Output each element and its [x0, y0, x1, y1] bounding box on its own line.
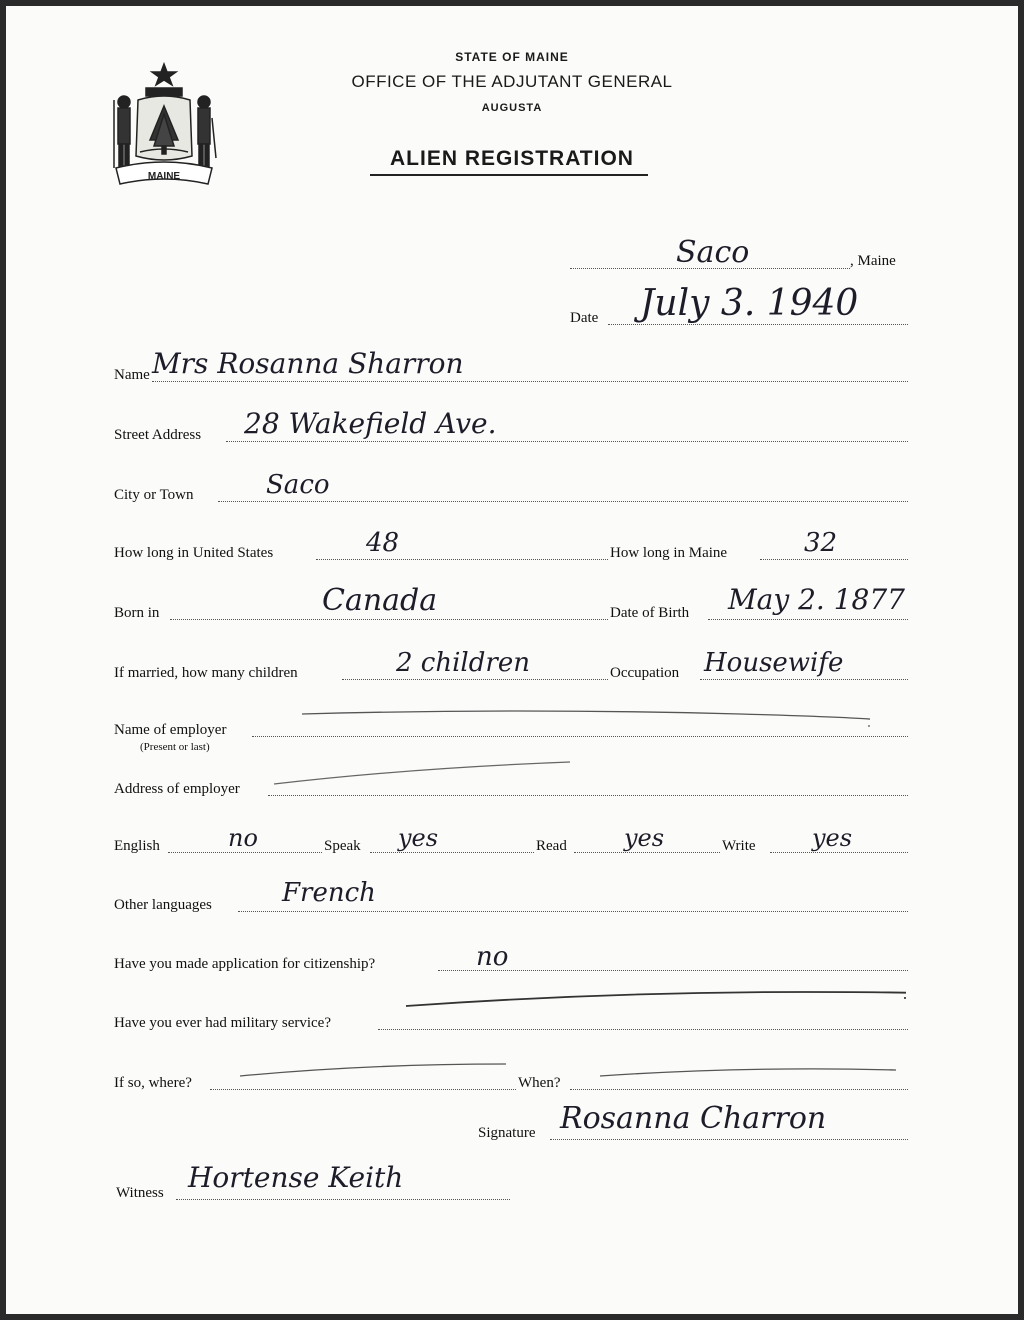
when-strikeout	[598, 1062, 898, 1082]
when-label: When?	[518, 1075, 561, 1091]
street-address-label: Street Address	[114, 427, 202, 443]
form-title: ALIEN REGISTRATION	[390, 147, 634, 170]
signature-label: Signature	[478, 1125, 536, 1141]
date-of-birth-value: May 2. 1877	[728, 583, 905, 616]
when-line	[570, 1089, 908, 1090]
name-value: Mrs Rosanna Sharron	[152, 347, 464, 380]
header-state: STATE OF MAINE	[455, 50, 569, 64]
read-value: yes	[624, 824, 665, 852]
street-address-value: 28 Wakefield Ave.	[244, 407, 497, 440]
employer-name-label: Name of employer	[114, 722, 227, 738]
name-line	[152, 381, 908, 382]
born-in-line	[170, 619, 608, 620]
city-value: Saco	[266, 470, 330, 500]
occupation-value: Housewife	[704, 648, 844, 678]
read-line	[574, 852, 720, 853]
occupation-line	[700, 679, 908, 680]
street-address-line	[226, 441, 908, 442]
signature-line	[550, 1139, 908, 1140]
born-in-value: Canada	[322, 583, 438, 618]
employer-address-label: Address of employer	[114, 781, 240, 797]
how-long-maine-label: How long in Maine	[610, 545, 728, 561]
witness-value: Hortense Keith	[188, 1161, 404, 1194]
date-label: Date	[570, 310, 599, 326]
children-value: 2 children	[396, 648, 530, 678]
how-long-us-line	[316, 559, 608, 560]
other-languages-line	[238, 911, 908, 912]
employer-note-label: (Present or last)	[140, 741, 210, 753]
military-strikeout	[404, 986, 906, 1010]
date-of-birth-label: Date of Birth	[610, 605, 690, 621]
date-of-birth-line	[708, 619, 908, 620]
speak-line	[370, 852, 534, 853]
witness-line	[176, 1199, 510, 1200]
write-label: Write	[722, 838, 756, 854]
citizenship-value: no	[476, 942, 509, 972]
write-value: yes	[812, 824, 853, 852]
witness-label: Witness	[116, 1185, 164, 1201]
military-label: Have you ever had military service?	[114, 1015, 331, 1031]
header-city: AUGUSTA	[481, 102, 543, 114]
city-line	[218, 501, 908, 502]
header-office: OFFICE OF THE ADJUTANT GENERAL	[351, 72, 673, 91]
seal-banner-text: MAINE	[147, 171, 181, 182]
children-label: If married, how many children	[114, 665, 298, 681]
speak-label: Speak	[324, 838, 361, 854]
employer-name-strikeout	[300, 704, 870, 728]
date-value: July 3. 1940	[640, 283, 859, 324]
other-languages-value: French	[282, 878, 376, 908]
occupation-label: Occupation	[610, 665, 680, 681]
military-line	[378, 1029, 908, 1030]
citizenship-line	[438, 970, 908, 971]
how-long-maine-line	[760, 559, 908, 560]
children-line	[342, 679, 608, 680]
english-value: no	[228, 824, 258, 852]
city-label: City or Town	[114, 487, 194, 503]
employer-address-strikeout	[272, 758, 572, 788]
english-line	[168, 852, 322, 853]
born-in-label: Born in	[114, 605, 160, 621]
signature-value: Rosanna Charron	[560, 1101, 827, 1136]
employer-address-line	[268, 795, 908, 796]
how-long-maine-value: 32	[804, 528, 838, 558]
read-label: Read	[536, 838, 567, 854]
town-value: Saco	[676, 235, 750, 270]
employer-name-line	[252, 736, 908, 737]
if-so-where-label: If so, where?	[114, 1075, 192, 1091]
english-label: English	[114, 838, 160, 854]
speak-value: yes	[398, 824, 439, 852]
how-long-us-label: How long in United States	[114, 545, 274, 561]
write-line	[770, 852, 908, 853]
date-line	[608, 324, 908, 325]
title-underline	[370, 174, 648, 176]
citizenship-label: Have you made application for citizenship?	[114, 956, 376, 972]
if-so-where-strikeout	[238, 1060, 508, 1080]
other-languages-label: Other languages	[114, 897, 212, 913]
name-label: Name	[114, 367, 150, 383]
how-long-us-value: 48	[366, 528, 400, 558]
if-so-where-line	[210, 1089, 516, 1090]
maine-suffix-label: , Maine	[850, 253, 896, 269]
